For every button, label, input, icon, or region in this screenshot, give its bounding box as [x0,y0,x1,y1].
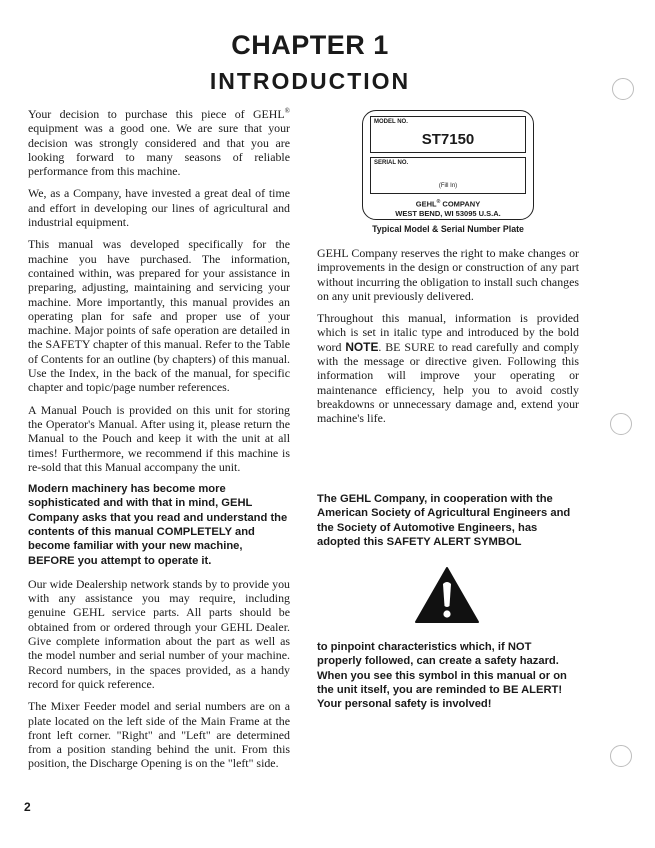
paragraph-company: We, as a Company, have invested a great deal of time and effort in developing our lines of agricultural and industrial equipment. [28,186,290,230]
plate-caption: Typical Model & Serial Number Plate [372,224,524,234]
binder-hole-middle [610,413,632,435]
binder-hole-bottom [610,745,632,767]
model-label: MODEL NO. [374,119,408,125]
binder-hole-top [612,78,634,100]
paragraph-reserves-right: GEHL Company reserves the right to make changes or improvements in the design or construction of any part without incurring the obligation to install such changes on any unit previously delivered. [317,246,579,303]
paragraph-plate-location: The Mixer Feeder model and serial numbers are on a plate located on the left side of the Main Frame at the front left corner. "Right" and "Left" are determined from a position standing behind the unit. From this position, the Discharge Opening is on the "left" side. [28,699,290,771]
paragraph-note-info: Throughout this manual, information is provided which is set in italic type and introduced by the bold word NOTE. BE SURE to read carefully and comply with the message or directive given. Following this information will improve your operating or maintenance efficiency, help you to avoid costly breakdowns or unnecessary damage and, extend your machine's life. [317,311,579,426]
note-word: NOTE [345,339,379,354]
safety-alert-icon [414,566,480,624]
paragraph-purchase: Your decision to purchase this piece of GEHL® equipment was a good one. We are sure that your decision was strongly considered and that you are looking forward to many seasons of reliable performance from this machine. [28,106,290,179]
serial-value: (Fill In) [438,183,458,189]
safety-text: to pinpoint characteristics which, if NOT properly followed, can create a safety hazard. When you see this symbol in this manual or on the unit itself, you are reminded to BE ALERT! Your personal safety is involved! [317,641,567,711]
model-value: ST7150 [421,131,475,148]
plate-company: GEHL® COMPANY [415,199,481,209]
serial-box [370,157,526,194]
paragraph-pouch: A Manual Pouch is provided on this unit for storing the Operator's Manual. After using it, please return the Manual to the Pouch and keep it with the unit at all times! Furthermore, we recommend if this machine is re-sold that this Manual accompany the unit. [28,402,290,474]
safety-intro: The GEHL Company, in cooperation with the American Society of Agricultural Engineers and the Society of Automotive Engineers, has adopted this SAFETY ALERT SYMBOL [317,493,571,548]
chapter-heading: CHAPTER 1 [231,30,389,60]
right-column [317,110,579,434]
paragraph-manual: This manual was developed specifically for the machine you have purchased. The information, contained within, was prepared for your assistance in preparing, adjusting, maintaining and servicing your machine. More importantly, this manual provides an operating plan for safe and proper use of your machine. Major points of safe operation are detailed in the SAFETY chapter of this manual. Refer to the Table of Contents for an outline (by chapters) of this manual. Use the Index, in the back of the manual, for specific chapter and topic/page number references. [28,237,291,395]
page-number: 2 [24,800,31,814]
model-box [370,116,526,153]
paragraph-modern-machinery: Modern machinery has become more sophisticated and with that in mind, GEHL Company asks that you read and understand the contents of this manual COMPLETELY and become familiar with your new machine, BEFORE you attempt to operate it. [28,483,288,567]
left-column [28,104,290,779]
serial-number-plate [362,110,534,220]
plate-address: WEST BEND, WI 53095 U.S.A. [395,208,501,218]
page-title: INTRODUCTION [209,68,411,94]
serial-label: SERIAL NO. [374,160,409,166]
paragraph-dealership: Our wide Dealership network stands by to provide you with any assistance you may require, including genuine GEHL service parts. All parts should be obtained from or ordered through your GEHL Dealer. Give complete information about the part as well as the model number and serial number of your machine. Record numbers, in the spaces provided, as a handy record for quick reference. [28,576,290,691]
